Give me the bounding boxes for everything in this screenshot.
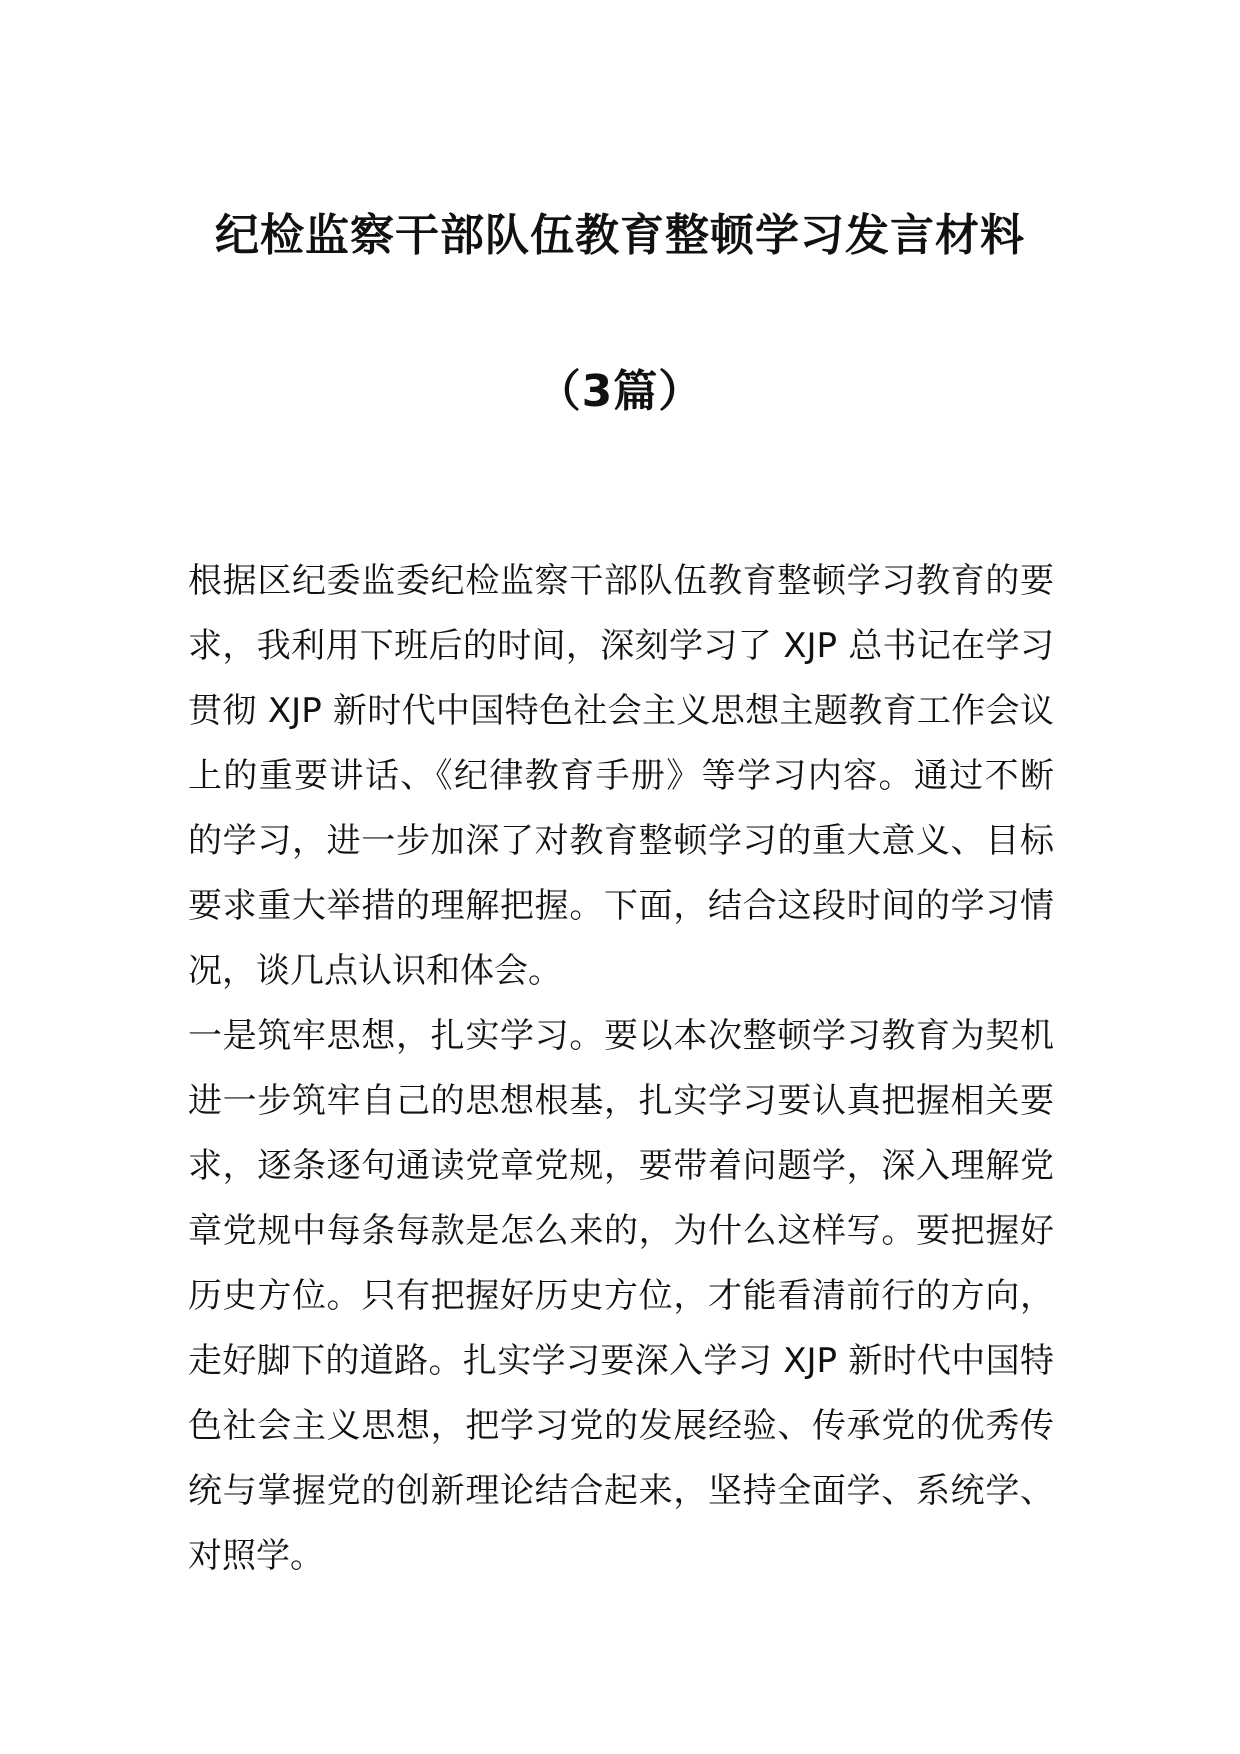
paragraph-intro: 根据区纪委监委纪检监察干部队伍教育整顿学习教育的要求，我利用下班后的时间，深刻学习了 XJP 总书记在学习贯彻 XJP 新时代中国特色社会主义思想主题教育工作会议上的重要讲话、《纪律教育手册》等学习内容。通过不断的学习，进一步加深了对教育整顿学习的重大意义、目标要求重大举措的理解把握。下面，结合这段时间的学习情况，谈几点认识和体会。 xyxy=(188,561,1054,991)
document-title: 纪检监察干部队伍教育整顿学习发言材料 xyxy=(215,210,1025,261)
document-subtitle: （3篇） xyxy=(536,366,704,417)
document-body xyxy=(188,549,1054,1589)
paragraph-point-one: 一是筑牢思想，扎实学习。要以本次整顿学习教育为契机进一步筑牢自己的思想根基，扎实学习要认真把握相关要求，逐条逐句通读党章党规，要带着问题学，深入理解党章党规中每条每款是怎么来的，为什么这样写。要把握好历史方位。只有把握好历史方位，才能看清前行的方向，走好脚下的道路。扎实学习要深入学习 XJP 新时代中国特色社会主义思想，把学习党的发展经验、传承党的优秀传统与掌握党的创新理论结合起来，坚持全面学、系统学、对照学。 xyxy=(188,1016,1054,1576)
